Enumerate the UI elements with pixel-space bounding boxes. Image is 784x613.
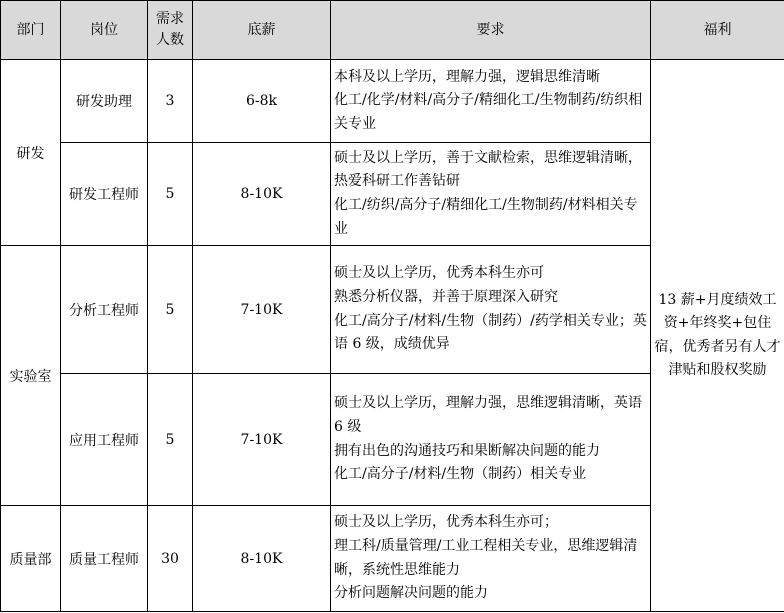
salary-cell: 7-10K	[193, 374, 331, 506]
requirement-line: 硕士及以上学历，优秀本科生亦可；	[334, 514, 558, 531]
requirement-line: 熟悉分析仪器，并善于原理深入研究	[334, 288, 558, 305]
headcount-cell: 30	[148, 506, 193, 612]
dept-cell-rd: 研发	[1, 60, 61, 246]
requirement-line: 理工科/质量管理/工业工程相关专业，思维逻辑清晰，系统性思维能力	[334, 537, 638, 578]
salary-cell: 8-10K	[193, 506, 331, 612]
requirement-line: 拥有出色的沟通技巧和果断解决问题的能力	[334, 442, 600, 459]
requirement-line: 硕士及以上学历，理解力强，思维逻辑清晰，英语 6 级	[334, 395, 642, 435]
position-cell: 质量工程师	[61, 506, 148, 612]
headcount-cell: 3	[148, 60, 193, 143]
salary-cell: 8-10K	[193, 143, 331, 246]
requirements-cell	[331, 246, 651, 374]
table-header-row	[1, 1, 784, 60]
header-requirements: 要求	[331, 1, 651, 60]
requirements-cell	[331, 60, 651, 143]
requirement-line: 硕士及以上学历，善于文献检索，思维逻辑清晰，热爱科研工作善钻研	[334, 149, 642, 190]
benefits-cell: 13 薪+月度绩效工资+年终奖+包住宿，优秀者另有人才津贴和股权奖励	[651, 60, 784, 612]
headcount-cell: 5	[148, 374, 193, 506]
header-benefits: 福利	[651, 1, 784, 60]
dept-cell-lab: 实验室	[1, 246, 61, 506]
position-cell: 研发工程师	[61, 143, 148, 246]
requirements-cell	[331, 374, 651, 506]
requirements-cell	[331, 143, 651, 246]
salary-cell: 7-10K	[193, 246, 331, 374]
requirement-line: 化工/纺织/高分子/精细化工/生物制药/材料相关专业	[334, 197, 638, 237]
header-salary: 底薪	[193, 1, 331, 60]
header-headcount-line2: 人数	[156, 32, 184, 48]
requirements-cell	[331, 506, 651, 612]
requirement-line: 化工/化学/材料/高分子/精细化工/生物制药/纺织相关专业	[334, 92, 643, 132]
requirement-line: 硕士及以上学历，优秀本科生亦可	[334, 265, 544, 282]
salary-cell: 6-8k	[193, 60, 331, 143]
position-cell: 研发助理	[61, 60, 148, 143]
headcount-cell: 5	[148, 143, 193, 246]
header-headcount	[148, 1, 193, 60]
requirement-line: 化工/高分子/材料/生物（制药）相关专业	[334, 466, 587, 483]
requirement-line: 分析问题解决问题的能力	[334, 585, 488, 602]
requirement-line: 本科及以上学历，理解力强，逻辑思维清晰	[334, 68, 600, 85]
table-row	[1, 60, 784, 143]
header-dept: 部门	[1, 1, 61, 60]
header-headcount-line1: 需求	[156, 11, 184, 27]
header-position: 岗位	[61, 1, 148, 60]
requirement-line: 化工/高分子/材料/生物（制药）/药学相关专业；英语 6 级，成绩优异	[334, 312, 647, 353]
dept-cell-quality: 质量部	[1, 506, 61, 612]
position-cell: 分析工程师	[61, 246, 148, 374]
position-cell: 应用工程师	[61, 374, 148, 506]
headcount-cell: 5	[148, 246, 193, 374]
